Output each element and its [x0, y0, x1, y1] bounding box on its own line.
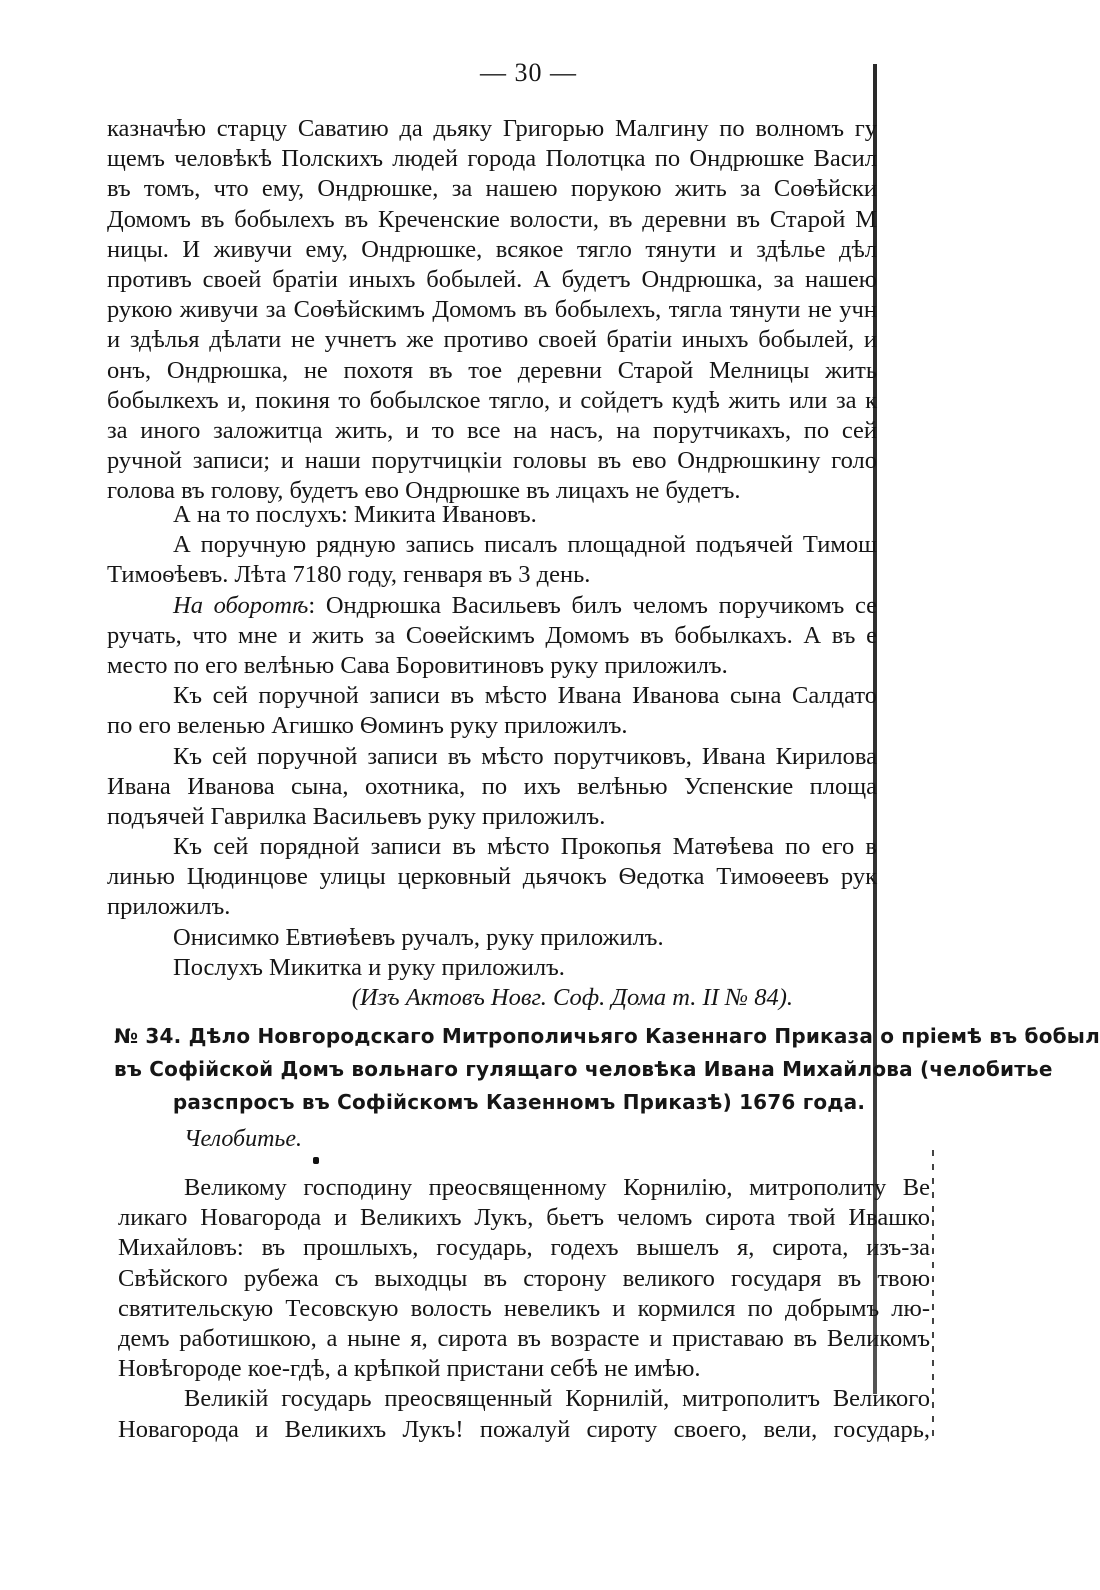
signature-line: Онисимко Евтиѳѣевъ ручалъ, руку приложилъ.: [173, 923, 664, 951]
text-line: демъ работишкою, а ныне я, сирота въ возрасте и приставаю въ Великомъ: [118, 1324, 930, 1352]
text-line: Новагорода и Великихъ Лукъ! пожалуй сироту своего, вели, государь,: [118, 1415, 930, 1443]
text-line: Свѣйского рубежа съ выходцы въ сторону великого государя въ твою: [118, 1264, 930, 1292]
text-line: за иного заложитца жить, и то все на насъ, на порутчикахъ, по сей: [107, 416, 877, 444]
page-edge-dashes: [932, 1150, 934, 1440]
text-line: святительскую Тесовскую волость невеликъ и кормился по добрымъ лю-: [118, 1294, 930, 1322]
signature-line: Къ сей поручной записи въ мѣсто порутчиковъ, Ивана Кирилова: [173, 742, 877, 770]
text-line: въ томъ, что ему, Ондрюшке, за нашею порукою жить за Соѳѣйски: [107, 175, 877, 203]
petition-text: [118, 1173, 930, 1445]
signature-line: приложилъ.: [107, 893, 231, 921]
reverse-side-text: : Ондрюшка Васильевъ билъ челомъ поручикомъ се: [308, 591, 877, 619]
signature-line: Къ сей порядной записи въ мѣсто Прокопья Матѳѣева по его в: [173, 833, 877, 861]
signatures-text: [107, 500, 877, 1013]
text-line: и здѣлья дѣлати не учнетъ же противо своей братiи иныхъ бобылей, и: [107, 326, 877, 354]
signature-line: подъячей Гаврилка Васильевъ руку приложилъ.: [107, 802, 606, 830]
text-line: рукою живучи за Соѳѣйскимъ Домомъ въ бобылехъ, тягла тянути не учн: [107, 296, 877, 324]
text-line: противъ своей братiи иныхъ бобылей. А будетъ Ондрюшка, за нашею: [107, 265, 877, 293]
text-line: Новѣгороде кое-гдѣ, а крѣпкой пристани себѣ не имѣю.: [118, 1355, 701, 1383]
text-line: Домомъ въ бобылехъ въ Креченские волости, въ деревни въ Старой М: [107, 205, 877, 233]
scribe-line: Тимоѳѣевъ. Лѣта 7180 году, генваря въ 3 день.: [107, 561, 591, 589]
signature-line: по его веленью Агишко Ѳоминъ руку приложилъ.: [107, 712, 628, 740]
heading-line: разспросъ въ Софiйскомъ Казенномъ Приказѣ) 1676 года.: [172, 1090, 866, 1114]
subheading: Челобитье.: [184, 1126, 303, 1152]
heading-line: въ Софiйской Домъ вольнаго гулящаго человѣка Ивана Михайлова (челобитье: [114, 1057, 1053, 1081]
reverse-side-line: [107, 591, 877, 621]
scribe-line: А поручную рядную запись писалъ площадной подъячей Тимош: [173, 531, 877, 559]
witness-line: Послухъ Микитка и руку приложилъ.: [173, 953, 565, 981]
ink-dot: [313, 1157, 319, 1164]
page-number: — 30 —: [480, 58, 577, 87]
text-line: ницы. И живучи ему, Ондрюшке, всякое тягло тянути и здѣлье дѣл: [107, 235, 877, 263]
reverse-side-label: На оборотѣ: [173, 591, 309, 619]
heading-line: № 34. Дѣло Новгородскаго Митрополичьяго Казеннаго Приказа о прiемѣ въ бобыл: [114, 1024, 1100, 1048]
text-line: Великому господину преосвященному Корнилiю, митрополиту Ве: [184, 1174, 930, 1201]
text-line: бобылкехъ и, покиня то бобылское тягло, и сойдетъ кудѣ жить или за к: [107, 386, 877, 414]
signature-line: Къ сей поручной записи въ мѣсто Ивана Иванова сына Салдато: [173, 682, 877, 710]
text-line: ручной записи; и наши порутчицкiи головы въ ево Ондрюшкину голо: [107, 447, 877, 475]
reverse-side-line: место по его велѣнью Сава Боровитиновъ руку приложилъ.: [107, 651, 728, 679]
section-heading: [114, 1020, 1100, 1119]
source-citation: (Изъ Актовъ Новг. Соф. Дома т. II № 84).: [351, 984, 793, 1011]
text-line: голова въ голову, будетъ ево Ондрюшке въ лицахъ не будетъ.: [107, 477, 741, 505]
text-line: ликаго Новагорода и Великихъ Лукъ, бьетъ челомъ сирота твой Ивашко: [118, 1204, 930, 1232]
signature-line: Ивана Иванова сына, охотника, по ихъ велѣнью Успенские площа: [107, 772, 877, 800]
text-line: онъ, Ондрюшка, не похотя въ тое деревни Старой Мелницы жить: [107, 356, 877, 384]
text-line: Великiй государь преосвященный Корнилiй, митрополитъ Великого: [184, 1385, 930, 1413]
witness-line: А на то послухъ: Микита Ивановъ.: [173, 501, 537, 528]
reverse-side-line: ручать, что мне и жить за Соѳейскимъ Домомъ въ бобылкахъ. А въ е: [107, 621, 877, 649]
text-line: щемъ человѣкѣ Полскихъ людей города Полотцка по Ондрюшке Васил: [107, 145, 877, 173]
text-line: казначѣю старцу Саватию да дьяку Григорью Малгину по волномъ гу: [107, 115, 877, 142]
surety-record-text: [107, 114, 877, 506]
signature-line: линью Цюдинцове улицы церковный дьячокъ Ѳедотка Тимоѳеевъ рук: [107, 863, 877, 891]
text-line: Михайловъ: въ прошлыхъ, государь, годехъ вышелъ я, сирота, изъ-за: [118, 1234, 930, 1262]
